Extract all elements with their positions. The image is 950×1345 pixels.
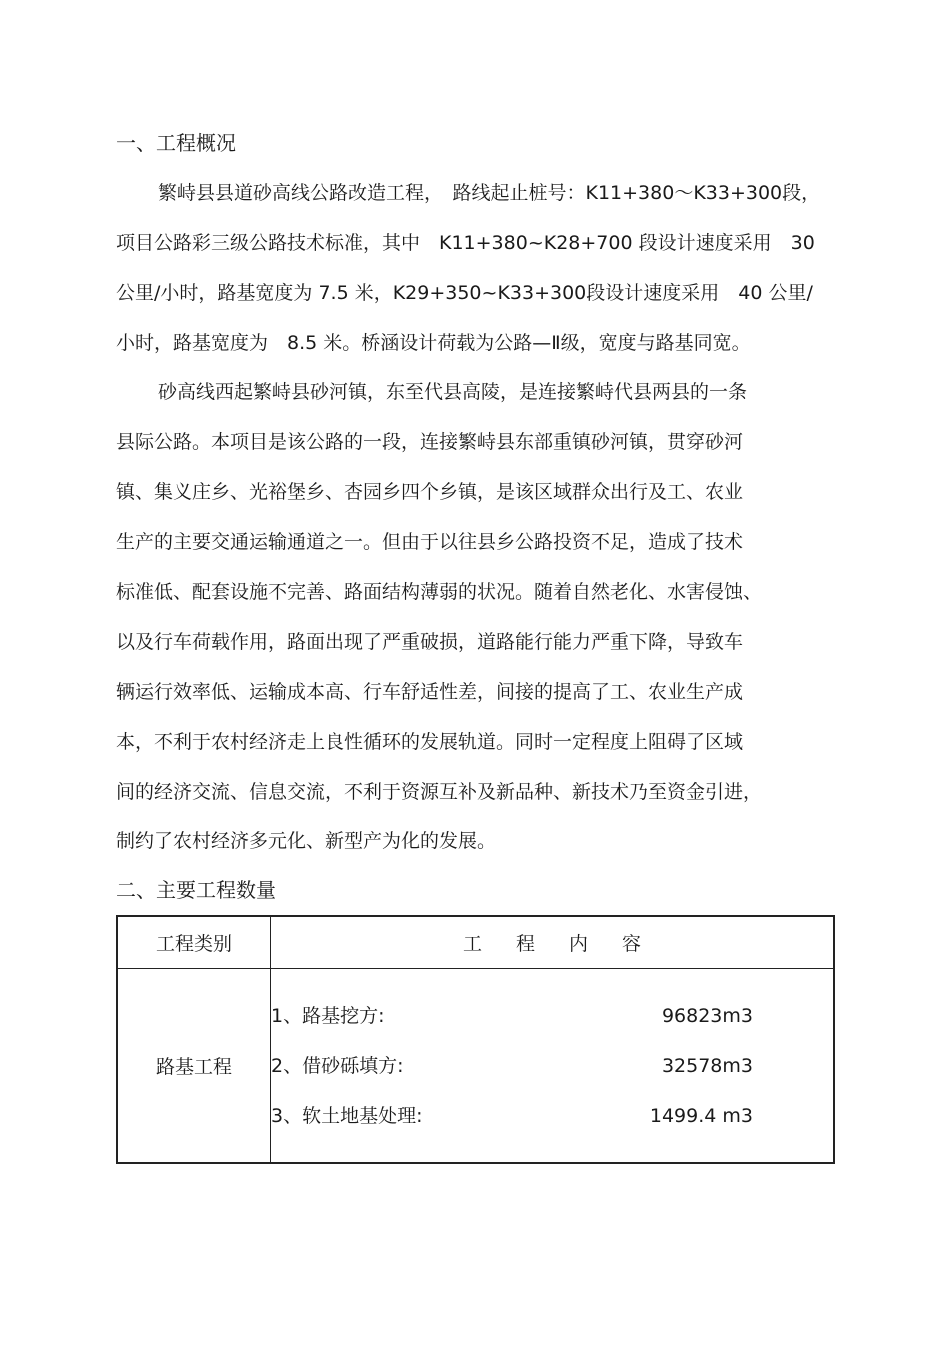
table-header-row — [117, 916, 834, 969]
category-cell: 路基工程 — [117, 969, 271, 1164]
item-label: 1、路基挖方: — [271, 1004, 385, 1027]
paragraph-line: 砂高线西起繁峙县砂河镇，东至代县高陵，是连接繁峙代县两县的一条 — [158, 381, 748, 403]
paragraph-line: 镇、集义庄乡、光裕堡乡、杏园乡四个乡镇，是该区域群众出行及工、农业 — [116, 481, 744, 503]
item-value: 32578m3 — [661, 1054, 753, 1077]
paragraph-line: 以及行车荷载作用，路面出现了严重破损，道路能行能力严重下降，导致车 — [116, 631, 744, 653]
paragraph-line: 小时，路基宽度为 8.5 米。桥涵设计荷载为公路—Ⅱ级，宽度与路基同宽。 — [116, 332, 751, 354]
paragraph-line: 标准低、配套设施不完善、路面结构薄弱的状况。随着自然老化、水害侵蚀、 — [116, 581, 763, 603]
header-content-label: 工程内容 — [462, 933, 675, 955]
paragraph-line: 公里/小时，路基宽度为 7.5 米，K29+350~K33+300段设计速度采用 40 公里/ — [116, 282, 813, 304]
item-value: 96823m3 — [661, 1004, 753, 1027]
quantities-table — [116, 915, 835, 1164]
items-cell — [271, 969, 835, 1164]
item-label: 2、借砂砾填方: — [271, 1054, 404, 1077]
item-label: 3、软土地基处理: — [271, 1104, 423, 1127]
section-1-title: 一、工程概况 — [116, 131, 236, 155]
quantity-item — [271, 1041, 833, 1091]
header-content — [271, 916, 835, 969]
paragraph-line: 本，不利于农村经济走上良性循环的发展轨道。同时一定程度上阻碍了区域 — [116, 731, 744, 753]
quantity-item — [271, 1091, 833, 1141]
section-2-title: 二、主要工程数量 — [116, 878, 276, 902]
paragraph-line: 辆运行效率低、运输成本高、行车舒适性差，间接的提高了工、农业生产成 — [116, 681, 744, 703]
table-row — [117, 969, 834, 1164]
item-value: 1499.4 m3 — [649, 1104, 753, 1127]
header-category: 工程类别 — [117, 916, 271, 969]
paragraph-line: 生产的主要交通运输通道之一。但由于以往县乡公路投资不足，造成了技术 — [116, 531, 744, 553]
paragraph-line: 间的经济交流、信息交流，不利于资源互补及新品种、新技术乃至资金引进， — [116, 781, 763, 803]
quantity-item — [271, 991, 833, 1041]
paragraph-line: 制约了农村经济多元化、新型产为化的发展。 — [116, 830, 497, 852]
paragraph-line: 项目公路彩三级公路技术标准，其中 K11+380~K28+700 段设计速度采用 30 — [116, 232, 815, 254]
paragraph-line: 繁峙县县道砂高线公路改造工程， 路线起止桩号：K11+380～K33+300段， — [158, 182, 821, 204]
paragraph-line: 县际公路。本项目是该公路的一段，连接繁峙县东部重镇砂河镇，贯穿砂河 — [116, 431, 744, 453]
